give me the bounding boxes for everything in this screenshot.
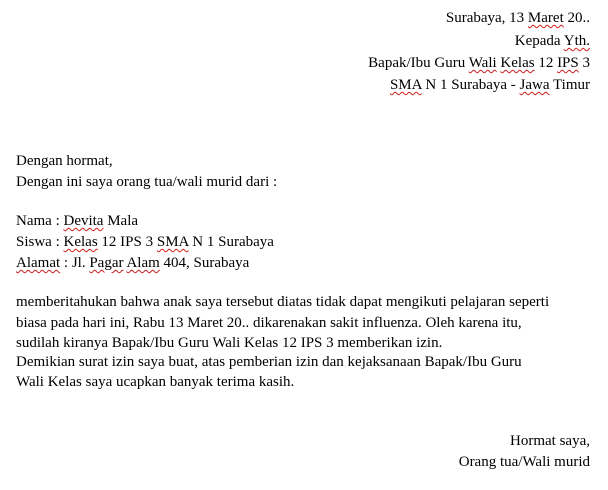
student-address-pagar: Pagar [89,255,124,271]
recipient-wali: Wali [468,55,497,71]
student-class [16,232,274,253]
recipient [368,53,590,74]
body-line-1: memberitahukan bahwa anak saya tersebut diatas tidak dapat mengikuti pelajaran seperti [16,294,550,310]
recipient-mid: 12 [534,55,558,71]
place-date [446,8,590,29]
student-class-sma: SMA [156,234,189,250]
student-address-alam: Alam [126,255,160,271]
recipient-kelas: Kelas [500,55,535,71]
greeting: Dengan hormat, [16,153,113,169]
student-address-suffix: 404, Surabaya [159,255,250,271]
body-line-4: Demikian surat izin saya buat, atas pemberian izin dan kejaksanaan Bapak/Ibu Guru [16,354,522,370]
place-date-prefix: Surabaya, 13 [445,10,528,26]
recipient-prefix: Bapak/Ibu Guru [368,55,469,71]
closing-signatory: Orang tua/Wali murid [458,454,590,470]
student-address-label: Alamat [16,255,61,271]
school-jawa: Jawa [519,77,550,93]
student-class-mid: 12 IPS 3 [97,234,157,250]
intro-line: Dengan ini saya orang tua/wali murid dari : [16,174,278,190]
student-class-kelas: Kelas [63,234,98,250]
recipient-suffix: 3 [578,55,590,71]
school-sma: SMA [389,77,422,93]
student-class-label: Siswa : [16,234,64,250]
body-line-2: biasa pada hari ini, Rabu 13 Maret 20.. dikarenakan sakit influenza. Oleh karena itu, [16,315,522,331]
to-label [515,31,590,52]
student-address [16,253,249,274]
student-address-mid: : Jl. [60,255,90,271]
student-name-value: Devita [63,213,104,229]
student-name-suffix: Mala [103,213,139,229]
body-line-5: Wali Kelas saya ucapkan banyak terima kasih. [16,374,295,390]
place-date-suffix: 20.. [563,10,590,26]
body-line-3: sudilah kiranya Bapak/Ibu Guru Wali Kelas 12 IPS 3 memberikan izin. [16,335,443,351]
student-name-label: Nama : [16,213,64,229]
school-address [390,75,590,96]
place-date-month: Maret [527,10,564,26]
to-label-prefix: Kepada [514,33,564,49]
closing-salutation: Hormat saya, [510,433,590,449]
student-class-suffix: N 1 Surabaya [188,234,274,250]
school-mid: N 1 Surabaya - [421,77,520,93]
school-suffix: Timur [549,77,590,93]
recipient-ips: IPS [557,55,579,71]
to-label-yth: Yth. [563,33,590,49]
student-name [16,211,138,232]
